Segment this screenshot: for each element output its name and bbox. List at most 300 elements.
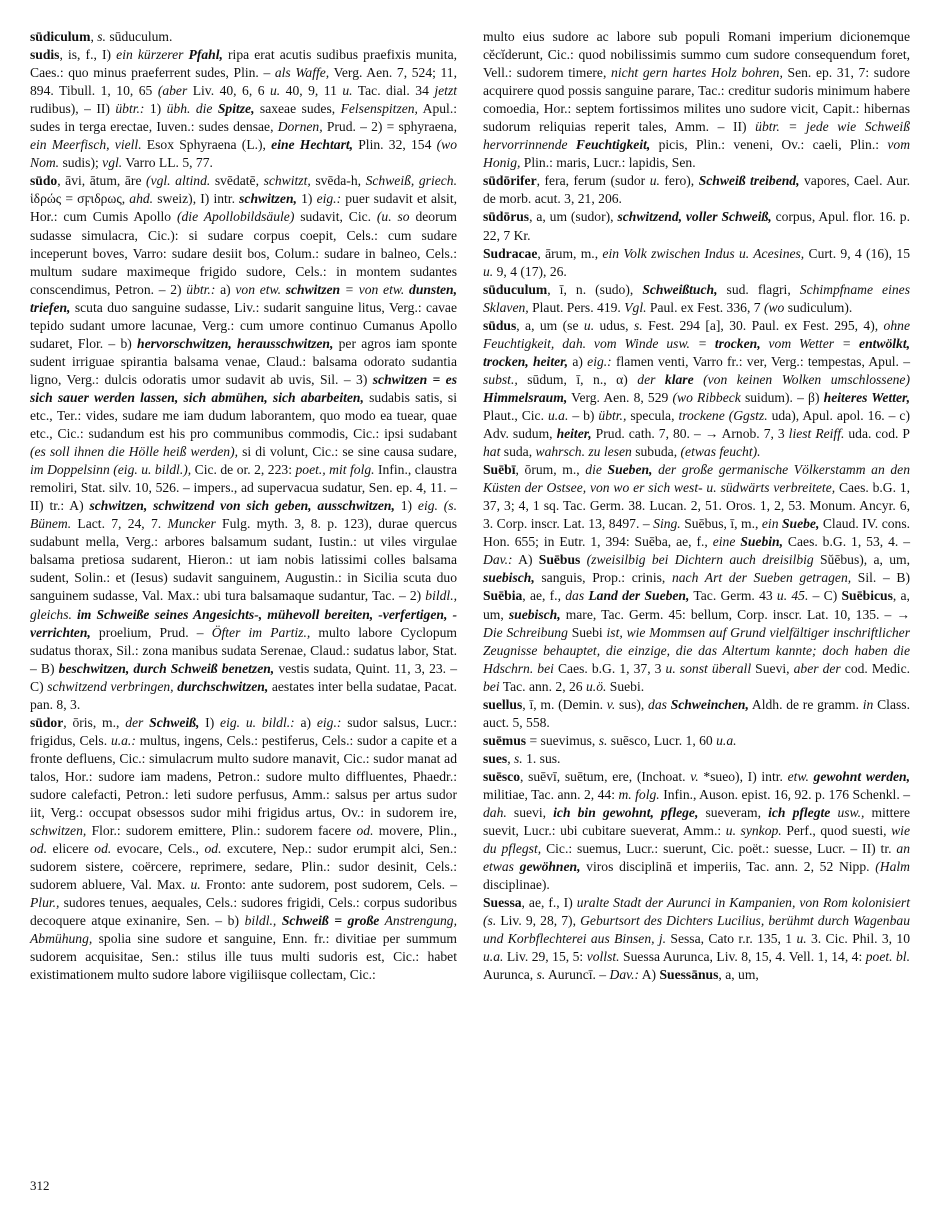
entry-text: Apul.: sudes in terga erectae, Iuven.: sudes densae, xyxy=(30,101,457,135)
emphasis-italic: Muncker xyxy=(167,516,216,532)
emphasis-bold-italic: Sueben, xyxy=(607,462,653,478)
dictionary-entry xyxy=(483,696,910,732)
dictionary-entry xyxy=(483,208,910,244)
entry-text: sweiz), I) intr. xyxy=(153,191,240,207)
entry-text: A) xyxy=(512,552,539,568)
entry-text: Fronto: ante sudorem, post sudorem, Cels. – xyxy=(200,877,457,893)
emphasis-bold-italic: Schweißtuch, xyxy=(642,281,718,297)
entry-text: svēda-h, xyxy=(310,173,366,189)
emphasis-bold-italic: im Schweiße seines Angesichts-, mühevoll bereiten, -verfertigen, -verrichten, xyxy=(30,606,457,640)
emphasis-bold-italic: hervorschwitzen, herausschwitzen, xyxy=(137,335,334,351)
entry-text: , ārum, m., xyxy=(537,245,603,261)
entry-text: , fera, ferum (sudor xyxy=(536,173,650,189)
emphasis-italic: bildl., xyxy=(244,913,277,929)
entry-text: Fest. 294 [a], 30. Paul. ex Fest. 295, 4), xyxy=(642,317,884,333)
dictionary-page xyxy=(30,28,910,1178)
entry-text: elicere xyxy=(47,841,95,857)
entry-text: , a, um (se xyxy=(516,317,584,333)
dictionary-entry xyxy=(483,245,910,281)
emphasis-italic: Dav.: xyxy=(483,552,513,568)
emphasis-bold-italic: klare xyxy=(664,371,694,387)
emphasis-italic: übh. die xyxy=(166,101,218,117)
entry-text: 1) xyxy=(144,101,167,117)
emphasis-bold-italic: Suebe, xyxy=(781,516,820,532)
emphasis-italic: u. sonst überall xyxy=(665,660,752,676)
entry-headword: suēmus xyxy=(483,732,527,748)
emphasis-italic: u. xyxy=(649,173,660,189)
emphasis-bold-italic: Schweiß treibend, xyxy=(698,173,800,189)
emphasis-italic: Schweiß, griech. xyxy=(365,173,457,189)
entry-text: excutere, Nep.: sudor erumpit alci, Sen.: sudorem sistere, coërcere, reprimere, sedare, Plin.: sudor desinit, Cels.: sudorem abluere, Val. Max. xyxy=(30,841,458,893)
emphasis-italic: eig. u. bildl.: xyxy=(220,714,295,730)
dictionary-entry xyxy=(483,750,910,768)
dictionary-entry xyxy=(483,28,910,172)
emphasis-italic: vgl. xyxy=(102,155,123,171)
entry-text: a) xyxy=(215,281,236,297)
emphasis-bold-italic: Himmelsraum, xyxy=(483,389,568,405)
emphasis-bold-italic: eine Hechtart, xyxy=(271,137,354,153)
entry-text: Plaut. Pers. 419. xyxy=(528,299,625,315)
entry-text: Suēbus, ī, m., xyxy=(680,516,762,532)
emphasis-italic: (aber xyxy=(157,83,188,99)
entry-text: Sil. – B) xyxy=(851,570,910,586)
emphasis-italic: Geburtsort des Dichters Lucilius, berühmt durch Wagenbau und Korbflechterei aus Binsen, j. xyxy=(483,913,910,947)
entry-headword: sudis xyxy=(30,47,60,63)
entry-headword: Suessa xyxy=(483,895,522,911)
entry-text: Cic. de or. 2, 223: xyxy=(191,462,296,478)
emphasis-italic: eig.: xyxy=(587,353,612,369)
dictionary-entry xyxy=(30,46,457,172)
emphasis-italic: Dav.: xyxy=(609,967,640,983)
emphasis-italic: der große germanische Völkerstamm an den Küsten der Ostsee, von wo er sich west- u. südwärts verbreitete, xyxy=(483,462,911,496)
entry-text: spolia sine sudore et sanguine, Enn. fr.: divitiae per summum sudorem acquisitae, Sen.: stilus ille tuus multi sudoris est, Cic.: habet existimationem multo sudore labore vigiliisque collectam, Cic.: xyxy=(30,931,457,983)
emphasis-bold-italic: gewöhnen, xyxy=(519,859,581,875)
entry-headword: suellus xyxy=(483,696,523,712)
emphasis-italic: u.ö. xyxy=(586,678,607,694)
entry-text: sūduculum. xyxy=(105,29,173,44)
entry-text: sus), xyxy=(615,696,649,712)
entry-text: Verg. Aen. 8, 529 xyxy=(567,389,673,405)
emphasis-italic: der xyxy=(637,371,665,387)
entry-text: suda, xyxy=(500,444,536,460)
emphasis-italic: u. xyxy=(190,877,201,893)
emphasis-italic: s. xyxy=(513,750,523,766)
emphasis-italic: poet. bl. xyxy=(865,949,910,965)
emphasis-italic: (wo xyxy=(763,299,785,315)
entry-text: – b) xyxy=(568,407,599,423)
entry-text: mittere suevit, Lucr.: ubi cubitare sueverat, Amm.: xyxy=(483,805,911,839)
emphasis-bold-italic: heiteres Wetter, xyxy=(823,389,910,405)
emphasis-italic: v. xyxy=(606,696,616,712)
entry-text: sudiculum). xyxy=(784,299,853,315)
emphasis-italic: der xyxy=(125,714,150,730)
right-column xyxy=(483,28,910,1178)
entry-text: Curt. 9, 4 (16), 15 xyxy=(804,245,910,261)
dictionary-entry xyxy=(483,172,910,208)
entry-text: multo labore Cyclopum sudatus thorax, Sil.: zona manibus sudata Serenae, Claud.: sudatus labor, Stat. – B) xyxy=(30,624,457,676)
entry-text: multus, ingens, Cels.: pestiferus, Cels.: sudor a capite et a fronte defluens, Cic.: simulacrum multo sudore manavit, Cic.: sudor manat ad talos, Hor.: sudore iam madens, Petron.: sudore multo diffluentes, Phaedr.: sudore calefacti, Petron.: leti sudore perfusus, Amm.: salsus per artus sudor iit, Verg.: occupat obsessos sudor mihi frigidus artus, Ov.: in sudorem ire, xyxy=(30,732,457,821)
entry-text: picis, Plin.: veneni, Ov.: caeli, Plin.: xyxy=(650,137,888,153)
emphasis-italic: (Halm xyxy=(875,859,910,875)
emphasis-italic: übtr.: xyxy=(115,101,145,117)
emphasis-italic: das xyxy=(565,588,589,604)
entry-text: 1. sus. xyxy=(522,750,561,766)
entry-text: 1) xyxy=(296,191,317,207)
emphasis-italic: hat xyxy=(483,444,501,460)
emphasis-bold-italic: entwölkt, trocken, heiter, xyxy=(483,335,911,369)
entry-headword: sues xyxy=(483,750,508,766)
emphasis-bold-italic: Spitze, xyxy=(217,101,255,117)
emphasis-italic: die xyxy=(585,462,608,478)
entry-text: , ae, f., xyxy=(522,588,566,604)
entry-text: Varro LL. 5, 77. xyxy=(122,155,213,171)
entry-text: 1) xyxy=(394,498,418,514)
emphasis-italic: schwitzt, xyxy=(263,173,311,189)
emphasis-italic: (u. so xyxy=(376,209,410,225)
entry-text: sūdum, ī, n., α) xyxy=(517,371,638,387)
entry-text: Plin. 32, 154 xyxy=(353,137,437,153)
emphasis-italic: (etwas feucht). xyxy=(680,444,761,460)
entry-text: viros disciplinā et imperiis, Tac. ann. 2, 52 Nipp. xyxy=(580,859,876,875)
entry-text: suevi, xyxy=(506,805,554,821)
entry-headword: sūduculum xyxy=(483,281,548,297)
emphasis-italic: an etwas xyxy=(483,841,910,875)
emphasis-italic: von etw. xyxy=(235,281,286,297)
entry-text: suidum). – β) xyxy=(740,389,824,405)
entry-text: , ī, m. (Demin. xyxy=(522,696,607,712)
entry-text: Class. auct. 5, 558. xyxy=(483,696,910,730)
entry-headword: sūdo xyxy=(30,173,58,189)
emphasis-bold-italic: Feuchtigkeit, xyxy=(575,137,651,153)
entry-text: I) xyxy=(199,714,221,730)
entry-text: si di volunt, Cic.: se sine causa sudare, xyxy=(238,444,457,460)
emphasis-italic: eig.: xyxy=(316,191,342,207)
entry-text: evocare, Cels., xyxy=(111,841,205,857)
emphasis-italic: bildl., gleichs. xyxy=(30,588,457,622)
emphasis-italic: (es soll ihnen die Hölle heiß werden), xyxy=(30,444,238,460)
entry-text: sudor salsus, Lucr.: frigidus, Cels. xyxy=(30,714,457,748)
entry-text: sueveram, xyxy=(698,805,769,821)
emphasis-italic: ist, wie Mommsen auf Grund vielfältiger inschriftlicher Zeugnisse behauptet, die einzige, die das Altertum kannte; doch haben die Hdschrn. bei xyxy=(483,624,911,676)
emphasis-italic: u. xyxy=(342,83,353,99)
emphasis-bold-italic: suebisch, xyxy=(483,570,535,586)
emphasis-bold-italic: gewohnt werden, xyxy=(813,768,910,784)
emphasis-italic: liest Reiff. xyxy=(788,426,845,442)
emphasis-italic: etw. xyxy=(787,768,814,784)
emphasis-italic: übtr. = jede wie Schweiß hervorrinnende xyxy=(483,119,911,153)
entry-text: Liv. 29, 15, 5: xyxy=(503,949,587,965)
entry-text: Caes. b.G. 1, 53, 4. – xyxy=(783,534,910,550)
entry-text: cod. Medic. xyxy=(840,660,911,676)
emphasis-italic: uralte Stadt der Aurunci in Kampanien, von Rom kolonisiert (s. xyxy=(483,895,910,929)
emphasis-italic: od. xyxy=(204,841,222,857)
emphasis-italic: (von keinen Wolken umschlossene) xyxy=(693,371,910,387)
entry-text: Aurunca, xyxy=(483,967,537,983)
entry-text: Suevi, xyxy=(751,660,794,676)
entry-text: vestis sudata, Quint. 11, 3, 23. – C) xyxy=(30,660,457,694)
dictionary-entry xyxy=(30,28,457,46)
entry-text: Caes. b.G. 1, 37, 3 xyxy=(553,660,666,676)
emphasis-italic: Felsenspitzen, xyxy=(340,101,418,117)
emphasis-italic: (wo Ribbeck xyxy=(672,389,741,405)
entry-text: *sueo), I) intr. xyxy=(698,768,788,784)
entry-text: , a, um (sudor), xyxy=(529,209,618,225)
emphasis-italic: od. xyxy=(94,841,112,857)
emphasis-italic: übtr., xyxy=(598,407,627,423)
emphasis-italic: bei xyxy=(483,678,500,694)
emphasis-italic: trockene (Ggstz. xyxy=(678,407,768,423)
emphasis-italic: subst., xyxy=(483,371,518,387)
entry-text: Tac. ann. 2, 26 xyxy=(499,678,586,694)
entry-text: aestates inter bella sudatae, Pacat. pan. 8, 3. xyxy=(30,678,457,712)
entry-text: sud. flagri, xyxy=(717,281,800,297)
entry-text: , suēvī, suētum, ere, (Inchoat. xyxy=(520,768,691,784)
emphasis-bold-italic: dunsten, triefen, xyxy=(30,281,457,315)
emphasis-bold: Suēbus xyxy=(538,552,581,568)
entry-text: Auruncī. – xyxy=(545,967,610,983)
entry-text: Verg. Aen. 7, 524; 11, 894. Tibull. 1, 10, 65 xyxy=(30,65,457,99)
entry-text: uda. cod. P xyxy=(844,426,910,442)
entry-text: proelium, Prud. – xyxy=(90,624,212,640)
dictionary-entry xyxy=(30,714,457,985)
entry-text: Paul. ex Fest. 336, 7 xyxy=(646,299,764,315)
entry-text: Tac. dial. 34 xyxy=(352,83,435,99)
emphasis-bold-italic: schwitzen, xyxy=(239,191,297,207)
entry-text: Liv. 9, 28, 7), xyxy=(496,913,581,929)
emphasis-italic: (die Apollobildsäule) xyxy=(176,209,295,225)
entry-text: ripa erat acutis sudibus praefixis munita, Caes.: quo minus praeferrent sudes, Plin. – xyxy=(30,47,457,81)
emphasis-italic: ein Volk zwischen Indus u. Acesines, xyxy=(602,245,805,261)
emphasis-bold-italic: durchschwitzen, xyxy=(177,678,269,694)
emphasis-bold-italic: beschwitzen, durch Schweiß benetzen, xyxy=(58,660,275,676)
emphasis-italic: u. xyxy=(269,83,281,99)
emphasis-italic: ohne Feuchtigkeit, dah. vom Winde usw. = xyxy=(483,317,910,351)
entry-text: , a, um, xyxy=(718,967,759,983)
dictionary-entry xyxy=(483,768,910,894)
entry-text: , ae, f., I) xyxy=(521,895,577,911)
emphasis-italic: Plur., xyxy=(30,895,60,911)
entry-text: Sen. ep. 31, 7: sudore acquirere quod possis sanguine parare, Tac.: creditur sudoris minimum habere comoedia, Hor.: septem fortissimos milites uno sudore vicit, Capit.: hibernas sudorum reliquias reperit tales, Amm. – II) xyxy=(483,65,911,135)
dictionary-entry xyxy=(483,732,910,750)
entry-text: multo eius sudore ac labore sub populi Romani imperium dicionemque cĕcĭderunt, Cic.: quod nobilissimis summo cum sudore consequendum foret, Vell.: sudorem timere, xyxy=(483,29,910,81)
dictionary-entry xyxy=(30,172,457,713)
emphasis-bold-italic: Land der Sueben, xyxy=(588,588,690,604)
entry-text: , ōrum, m., xyxy=(515,462,586,478)
entry-text: uda), Apul. apol. 16. – c) Adv. sudum, xyxy=(483,407,910,442)
entry-headword: sūdiculum xyxy=(30,29,91,44)
entry-text: militiae, Tac. ann. 2, 44: xyxy=(483,786,619,802)
entry-headword: Sudracae xyxy=(483,245,538,261)
entry-text: Infin., Auson. epist. 16, 92. p. 176 Schenkl. – xyxy=(659,786,910,802)
emphasis-bold-italic: schwitzen, schwitzend von sich geben, ausschwitzen, xyxy=(89,498,395,514)
entry-text: , is, f., I) xyxy=(59,47,117,63)
entry-text: a) xyxy=(568,353,588,369)
emphasis-italic: ein kürzerer xyxy=(116,47,189,63)
emphasis-italic: u.a. xyxy=(547,407,569,423)
entry-text: subuda, xyxy=(631,444,681,460)
emphasis-italic: od. xyxy=(356,823,374,839)
emphasis-italic: in xyxy=(862,696,874,712)
entry-text: Plin.: maris, Lucr.: lapidis, Sen. xyxy=(520,155,696,171)
emphasis-italic: Sing. xyxy=(653,516,681,532)
entry-text: puer sudavit et alsit, Hor.: cum Cumis Apollo xyxy=(30,191,457,225)
emphasis-italic: u. 45. xyxy=(776,588,809,604)
entry-text: 9, 4 (17), 26. xyxy=(493,263,567,279)
emphasis-italic: aber der xyxy=(793,660,841,676)
entry-text: flamen venti, Varro fr.: ver, Verg.: tempestas, Apul. – xyxy=(611,353,911,369)
entry-text: 40, 9, 11 xyxy=(280,83,343,99)
entry-text: Perf., quod suesti, xyxy=(781,823,892,839)
emphasis-italic: s. xyxy=(598,732,608,748)
emphasis-bold: Suēbia xyxy=(483,588,523,604)
entry-headword: sūdōrifer xyxy=(483,173,537,189)
emphasis-bold-italic: ich pflegte xyxy=(768,805,831,821)
emphasis-italic: jetzt xyxy=(434,83,458,99)
emphasis-italic: Öfter im Partiz., xyxy=(211,624,311,640)
emphasis-italic: eig. (s. Bünem. xyxy=(30,498,457,532)
entry-text: corpus, Apul. flor. 16. p. 22, 7 Kr. xyxy=(483,209,910,243)
entry-text: specula, xyxy=(626,407,679,423)
entry-text: disciplinae). xyxy=(483,877,550,893)
entry-text: Claud. IV. cons. Hon. 655; in Eutr. 1, 394: Suēba, ae, f., xyxy=(483,516,911,550)
emphasis-bold: Suēbicus xyxy=(841,588,893,604)
entry-text: sanguis, Prop.: crinis, xyxy=(534,570,672,586)
entry-text: , xyxy=(90,29,98,44)
emphasis-bold-italic: trocken, xyxy=(714,335,761,351)
entry-text: Infin., claustra remoliri, Stat. silv. 10, 526. – impers., ad supervacua sudatur, Sen. ep. 4, 11. – II) tr.: A) xyxy=(30,462,457,514)
entry-text: sudavit, Cic. xyxy=(294,209,377,225)
emphasis-italic: nach Art der Sueben getragen, xyxy=(671,570,852,586)
emphasis-italic: (zweisilbig bei Dichtern auch dreisilbig xyxy=(580,552,814,568)
emphasis-italic: vollst. xyxy=(586,949,620,965)
emphasis-italic: übtr.: xyxy=(186,281,216,297)
entry-text: Aldh. de re gramm. xyxy=(748,696,863,712)
entry-text: saxeae sudes, xyxy=(254,101,341,117)
emphasis-italic: s. xyxy=(633,317,643,333)
emphasis-italic: schwitzend verbringen, xyxy=(47,678,178,694)
page-number: 312 xyxy=(30,1178,50,1193)
emphasis-italic: u. xyxy=(583,317,595,333)
dictionary-entry xyxy=(483,317,910,461)
emphasis-italic: Dornen, xyxy=(277,119,323,135)
entry-text: sudores tenues, aequales, Cels.: sudores frigidi, Cels.: corpus sudoribus decoquere atque exinanire, Sen. – b) xyxy=(30,895,457,929)
emphasis-italic: m. folg. xyxy=(618,786,660,802)
entry-text: Flor.: sudorem emittere, Plin.: sudorem facere xyxy=(86,823,357,839)
entry-text: = suevimus, xyxy=(526,732,599,748)
entry-text: rudibus), – II) xyxy=(30,101,116,117)
emphasis-italic: u.a. xyxy=(716,732,737,748)
emphasis-italic: poet., mit folg. xyxy=(295,462,375,478)
entry-text: movere, Plin., xyxy=(373,823,457,839)
entry-text: Plaut., Cic. xyxy=(483,407,548,423)
entry-headword: sūdōrus xyxy=(483,209,530,225)
emphasis-italic: vom Honig, xyxy=(483,137,911,171)
entry-text: Esox Sphyraena (L.), xyxy=(141,137,272,153)
entry-headword: sūdor xyxy=(30,714,64,730)
emphasis-italic: v. xyxy=(690,768,699,784)
entry-text: Fulg. myth. 3, 8. p. 123), durae quercus sudabunt mella, Verg.: arbores balsamum sudant, Iustin.: ut viles virgulae balsama pretiosa sudarent, Hieron.: ut iam nobis latissimi colles balsama sudent, Solin.: et (Iesus) sudavit sanguinem, Augustin.: in Sicilia scuta duo sanguinem sudasse, Val. Max.: ubi tura balsamaque sudantur, Tac. – 2) xyxy=(30,516,457,604)
emphasis-bold-italic: Schweiß = große xyxy=(281,913,380,929)
entry-headword: Suēbī xyxy=(483,462,516,478)
emphasis-italic: wahrsch. zu lesen xyxy=(535,444,632,460)
entry-text: fero), xyxy=(659,173,699,189)
entry-text: svēdatē, xyxy=(210,173,264,189)
emphasis-italic: vom Wetter = xyxy=(760,335,860,351)
entry-text: Lact. 7, 24, 7. xyxy=(71,516,168,532)
emphasis-bold-italic: schwitzend, voller Schweiß, xyxy=(617,209,772,225)
emphasis-bold-italic: suebisch, xyxy=(508,606,561,622)
left-column xyxy=(30,28,457,1178)
emphasis-italic: u.a. xyxy=(483,949,504,965)
emphasis-bold-italic: heiter, xyxy=(556,426,592,442)
entry-text: per agros iam sponte sudent irriguae spirantia balsama venae, Claud.: balsama odorato sudantia ligno, Verg.: dulcis odoratis umor sudavit ab uvis, Sil. – 3) xyxy=(30,335,457,387)
entry-text: 3. Cic. Phil. 3, 10 xyxy=(806,931,911,947)
entry-headword: sūdus xyxy=(483,317,517,333)
entry-text: , xyxy=(507,750,514,766)
emphasis-italic: u. synkop. xyxy=(725,823,782,839)
emphasis-italic: eine xyxy=(712,534,741,550)
entry-text: , ōris, m., xyxy=(63,714,126,730)
entry-text: Sessa, Cato r.r. 135, 1 xyxy=(666,931,797,947)
entry-text: ἱδρώς = σϝιδρως, xyxy=(30,191,130,207)
entry-text: scuta duo sanguine sudasse, Liv.: sudarit sanguine litus, Verg.: cavae tepido sudant umore lacunae, Verg.: cum umore continuo Cumanus Apollo sudaret, Flor. – b) xyxy=(30,299,457,351)
emphasis-bold-italic: Schweiß, xyxy=(149,714,200,730)
emphasis-bold-italic: Schweinchen, xyxy=(670,696,749,712)
emphasis-italic: = von etw. xyxy=(340,281,410,297)
emphasis-italic: u. xyxy=(796,931,807,947)
entry-text: Sŭēbus), a, um, xyxy=(813,552,910,568)
emphasis-bold-italic: schwitzen xyxy=(285,281,341,297)
dictionary-entry xyxy=(483,281,910,317)
emphasis-italic: Schimpfname eines Sklaven, xyxy=(483,281,910,315)
entry-text: a) xyxy=(294,714,317,730)
emphasis-italic: das xyxy=(648,696,671,712)
dictionary-entry xyxy=(483,894,910,984)
entry-text: suēsco, Lucr. 1, 60 xyxy=(607,732,717,748)
entry-headword: suēsco xyxy=(483,768,521,784)
emphasis-italic: usw., xyxy=(830,805,865,821)
emphasis-italic: Vgl. xyxy=(624,299,647,315)
emphasis-bold-italic: Suebin, xyxy=(740,534,783,550)
entry-text: mare, Tac. Germ. 45: bellum, Corp. inscr. Lat. 10, 135. – → xyxy=(560,606,910,622)
emphasis-italic: nicht gern hartes Holz bohren, xyxy=(611,65,783,81)
emphasis-italic: schwitzen, xyxy=(30,823,87,839)
entry-text: , ī, n. (sudo), xyxy=(547,281,643,297)
emphasis-italic: s. xyxy=(97,29,106,44)
entry-text: Caes. b.G. 1, 37, 3; 4, 1 sq. Tac. Germ. 38. Lucan. 2, 51. Oros. 1, 2, 53. Monum. Ancyr. 6, 3. Corp. inscr. Lat. 13, 8497. – xyxy=(483,480,911,532)
entry-text: vapores, Cael. Aur. de morb. acut. 3, 21, 206. xyxy=(483,173,910,207)
entry-text: Suebi xyxy=(567,624,607,640)
dictionary-entry xyxy=(483,461,910,696)
entry-text: Suessa Aurunca, Liv. 8, 15, 4. Vell. 1, 14, 4: xyxy=(619,949,866,965)
entry-text: – C) xyxy=(808,588,842,604)
emphasis-italic: als Waffe, xyxy=(274,65,330,81)
emphasis-italic: s. xyxy=(536,967,546,983)
emphasis-bold: Suessānus xyxy=(659,967,719,983)
entry-text: Tac. Germ. 43 xyxy=(689,588,777,604)
entry-text: Liv. 40, 6, 6 xyxy=(187,83,270,99)
emphasis-italic: dah. xyxy=(483,805,507,821)
entry-text: sudabis satis, si etc., Ter.: vides, sudare me iam dudum laborantem, quo modo ea tuear, quae etc., Cic.: sudandum est his pro communibus commodis, Cic.: ipsi sudabant xyxy=(30,389,457,442)
emphasis-bold-italic: Pfahl, xyxy=(188,47,223,63)
entry-text: sudis); xyxy=(59,155,103,171)
emphasis-italic: Anstrengung, Abmühung, xyxy=(30,913,457,947)
entry-text: Prud. – 2) = sphyraena, xyxy=(322,119,457,135)
emphasis-italic: eig.: xyxy=(316,714,342,730)
emphasis-bold-italic: ich bin gewohnt, pflege, xyxy=(553,805,699,821)
emphasis-italic: u. xyxy=(483,263,494,279)
emphasis-italic: wie du pflegst, xyxy=(483,823,910,857)
